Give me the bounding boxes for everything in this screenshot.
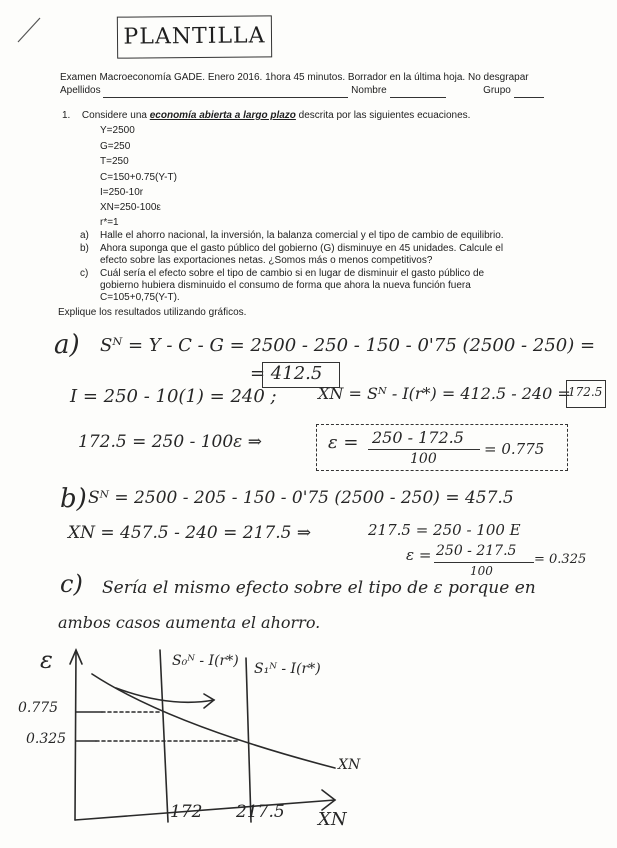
answer-b-line2b: 217.5 = 250 - 100 E <box>368 521 521 539</box>
answer-a-line2a: I = 250 - 10(1) = 240 ; <box>70 386 277 407</box>
answer-a-line1: Sᴺ = Y - C - G = 2500 - 250 - 150 - 0'75 (2500 - 250) = <box>100 335 596 356</box>
exam-info: Examen Macroeconomía GADE. Enero 2016. 1hora 45 minutos. Borrador en la última hoja. No desgrapar <box>60 72 529 83</box>
x-tick-label: 172 <box>170 802 203 822</box>
part-label: a) <box>80 230 89 241</box>
equation: r*=1 <box>100 217 119 228</box>
intro-emphasis: economía abierta a largo plazo <box>149 110 296 121</box>
equation: XN=250-100ε <box>100 202 161 213</box>
s0-label: S₀ᴺ - I(r*) <box>172 653 239 669</box>
part-c-text: C=105+0,75(Y-T). <box>100 292 180 303</box>
answer-a-line3: 172.5 = 250 - 100ε ⇒ <box>78 432 262 452</box>
equation: C=150+0.75(Y-T) <box>100 172 177 183</box>
question-number: 1. <box>62 110 71 121</box>
y-axis <box>75 650 76 820</box>
intro-after: descrita por las siguientes ecuaciones. <box>298 110 471 121</box>
part-c-text: gobierno hubiera disminuido el consumo de forma que ahora la nueva función fuera <box>100 280 471 291</box>
answer-a-line2c: 172.5 <box>568 385 603 399</box>
part-c-text: Cuál sería el efecto sobre el tipo de cambio si en lugar de disminuir el gasto público de <box>100 268 485 279</box>
equation: I=250-10r <box>100 187 144 198</box>
grupo-label: Grupo <box>483 85 511 96</box>
apellidos-label: Apellidos <box>60 85 101 96</box>
curve-label: XN <box>338 757 361 773</box>
s1-line <box>246 658 251 822</box>
equation: Y=2500 <box>100 125 135 136</box>
equation: G=250 <box>100 141 131 152</box>
intro-before: Considere una <box>81 110 147 121</box>
answer-c-line2: ambos casos aumenta el ahorro. <box>58 613 321 632</box>
answer-c-line1: Sería el mismo efecto sobre el tipo de ε porque en <box>102 578 536 598</box>
eps-lhs: ε = <box>406 546 432 564</box>
eps-numerator: 250 - 172.5 <box>372 428 464 447</box>
eps-denominator: 100 <box>410 451 437 467</box>
eps-result: = 0.325 <box>534 552 587 567</box>
answer-a-label: a) <box>54 330 80 360</box>
x-axis-label: XN <box>318 809 347 830</box>
x-axis <box>75 800 335 820</box>
s1-label: S₁ᴺ - I(r*) <box>254 661 321 677</box>
eps-numerator: 250 - 217.5 <box>436 543 517 559</box>
question-closing: Explique los resultados utilizando gráficos. <box>58 307 247 318</box>
part-b-text: efecto sobre las exportaciones netas. ¿Somos más o menos competitivos? <box>100 255 433 266</box>
answer-b-line1: Sᴺ = 2500 - 205 - 150 - 0'75 (2500 - 250) = 457.5 <box>88 488 514 508</box>
nombre-label: Nombre <box>351 85 387 96</box>
part-label: b) <box>80 243 89 254</box>
part-a-text: Halle el ahorro nacional, la inversión, la balanza comercial y el tipo de cambio de equilibrio. <box>100 230 504 241</box>
answer-a-line2b: XN = Sᴺ - I(r*) = 412.5 - 240 = <box>318 384 571 403</box>
y-axis-label: ε <box>40 646 53 674</box>
x-tick-label: 217.5 <box>236 802 285 822</box>
eps-denominator: 100 <box>470 564 493 578</box>
s0-line <box>160 650 168 822</box>
xn-curve <box>92 674 335 768</box>
answer-b-label: b) <box>60 484 87 514</box>
arrow-between <box>116 688 214 702</box>
part-label: c) <box>80 268 89 279</box>
answer-b-line2: XN = 457.5 - 240 = 217.5 ⇒ <box>68 523 312 543</box>
answer-c-label: c) <box>60 570 83 598</box>
y-tick-label: 0.775 <box>18 700 59 716</box>
y-tick-label: 0.325 <box>26 731 67 747</box>
answer-a-line1b: = 412.5 <box>250 363 323 384</box>
eps-result: = 0.775 <box>484 440 545 458</box>
part-b-text: Ahora suponga que el gasto público del gobierno (G) disminuye en 45 unidades. Calcule el <box>100 243 504 254</box>
equation: T=250 <box>100 156 129 167</box>
eps-lhs: ε = <box>328 432 359 453</box>
page-title: PLANTILLA <box>123 23 266 50</box>
